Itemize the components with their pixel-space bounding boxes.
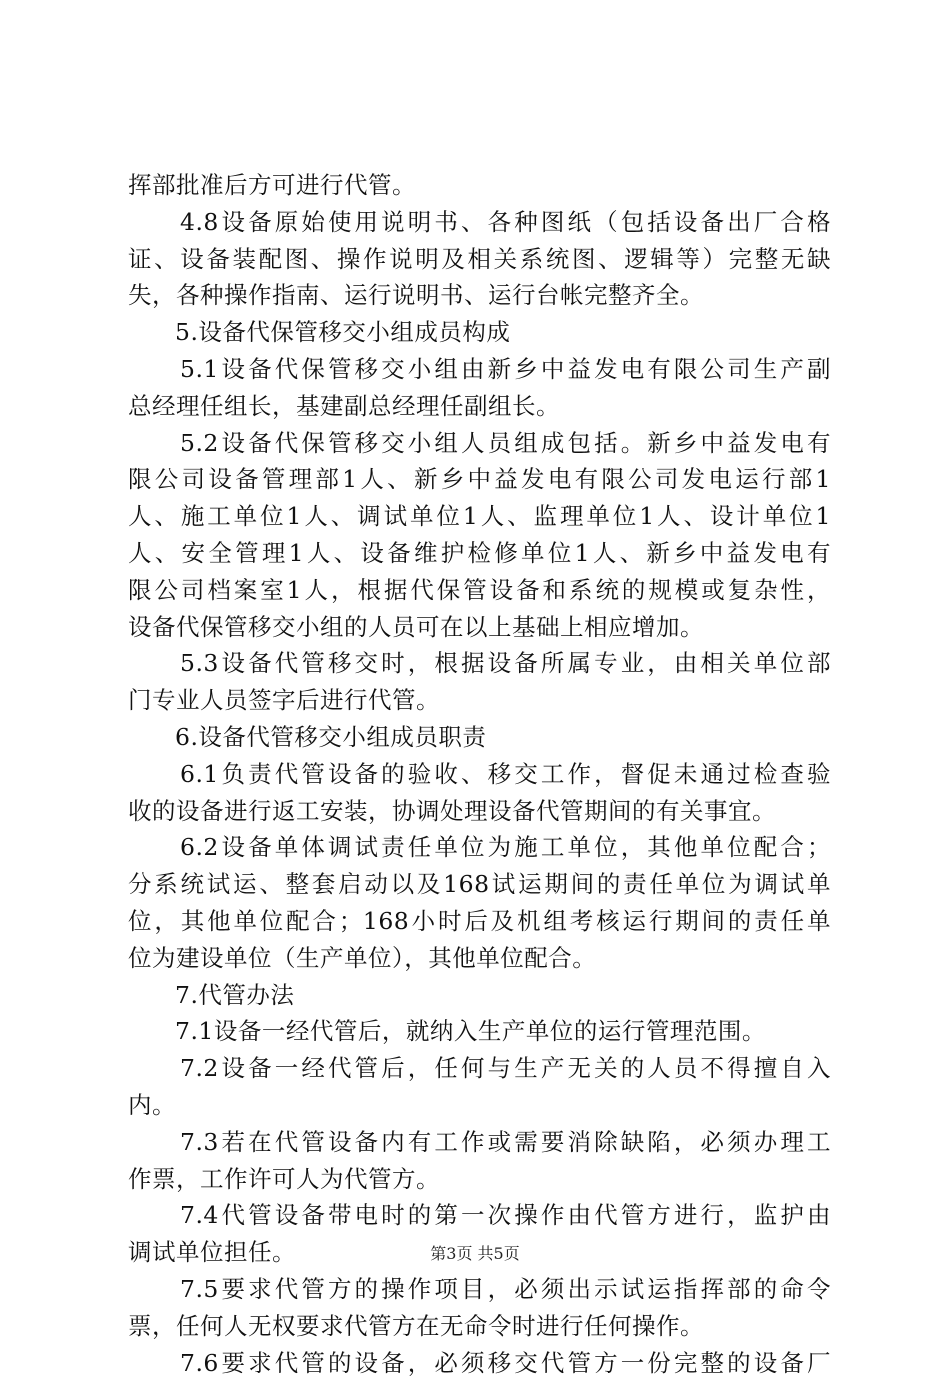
text-line: 5.2设备代保管移交小组人员组成包括。新乡中益发电有 bbox=[128, 425, 831, 462]
text-line: 挥部批准后方可进行代管。 bbox=[128, 167, 831, 204]
text-line: 7.1设备一经代管后，就纳入生产单位的运行管理范围。 bbox=[128, 1013, 831, 1050]
text-line: 7.4代管设备带电时的第一次操作由代管方进行，监护由 bbox=[128, 1197, 831, 1234]
text-line: 6.设备代管移交小组成员职责 bbox=[128, 719, 831, 756]
text-line: 证、设备装配图、操作说明及相关系统图、逻辑等）完整无缺 bbox=[128, 241, 831, 278]
text-line: 门专业人员签字后进行代管。 bbox=[128, 682, 831, 719]
document-body bbox=[128, 167, 831, 1381]
text-line: 7.3若在代管设备内有工作或需要消除缺陷，必须办理工 bbox=[128, 1124, 831, 1161]
text-line: 收的设备进行返工安装，协调处理设备代管期间的有关事宜。 bbox=[128, 793, 831, 830]
text-line: 7.2设备一经代管后，任何与生产无关的人员不得擅自入 bbox=[128, 1050, 831, 1087]
text-line: 限公司设备管理部1人、新乡中益发电有限公司发电运行部1 bbox=[128, 461, 831, 498]
text-line: 总经理任组长，基建副总经理任副组长。 bbox=[128, 388, 831, 425]
text-line: 位，其他单位配合；168小时后及机组考核运行期间的责任单 bbox=[128, 903, 831, 940]
text-line: 5.1设备代保管移交小组由新乡中益发电有限公司生产副 bbox=[128, 351, 831, 388]
text-line: 限公司档案室1人，根据代保管设备和系统的规模或复杂性， bbox=[128, 572, 831, 609]
text-line: 7.代管办法 bbox=[128, 977, 831, 1014]
text-line: 6.2设备单体调试责任单位为施工单位，其他单位配合； bbox=[128, 829, 831, 866]
text-line: 分系统试运、整套启动以及168试运期间的责任单位为调试单 bbox=[128, 866, 831, 903]
text-line: 失，各种操作指南、运行说明书、运行台帐完整齐全。 bbox=[128, 277, 831, 314]
text-line: 7.5要求代管方的操作项目，必须出示试运指挥部的命令 bbox=[128, 1271, 831, 1308]
text-line: 7.6要求代管的设备，必须移交代管方一份完整的设备厂 bbox=[128, 1345, 831, 1381]
page-footer: 第3页 共5页 bbox=[0, 1244, 950, 1264]
text-line: 调试单位担任。 bbox=[128, 1234, 831, 1271]
text-line: 作票，工作许可人为代管方。 bbox=[128, 1161, 831, 1198]
text-line: 人、施工单位1人、调试单位1人、监理单位1人、设计单位1 bbox=[128, 498, 831, 535]
text-line: 位为建设单位（生产单位），其他单位配合。 bbox=[128, 940, 831, 977]
text-line: 票，任何人无权要求代管方在无命令时进行任何操作。 bbox=[128, 1308, 831, 1345]
text-line: 4.8设备原始使用说明书、各种图纸（包括设备出厂合格 bbox=[128, 204, 831, 241]
text-line: 6.1负责代管设备的验收、移交工作，督促未通过检查验 bbox=[128, 756, 831, 793]
text-line: 5.3设备代管移交时，根据设备所属专业，由相关单位部 bbox=[128, 645, 831, 682]
text-line: 内。 bbox=[128, 1087, 831, 1124]
text-line: 设备代保管移交小组的人员可在以上基础上相应增加。 bbox=[128, 609, 831, 646]
text-line: 人、安全管理1人、设备维护检修单位1人、新乡中益发电有 bbox=[128, 535, 831, 572]
text-line: 5.设备代保管移交小组成员构成 bbox=[128, 314, 831, 351]
